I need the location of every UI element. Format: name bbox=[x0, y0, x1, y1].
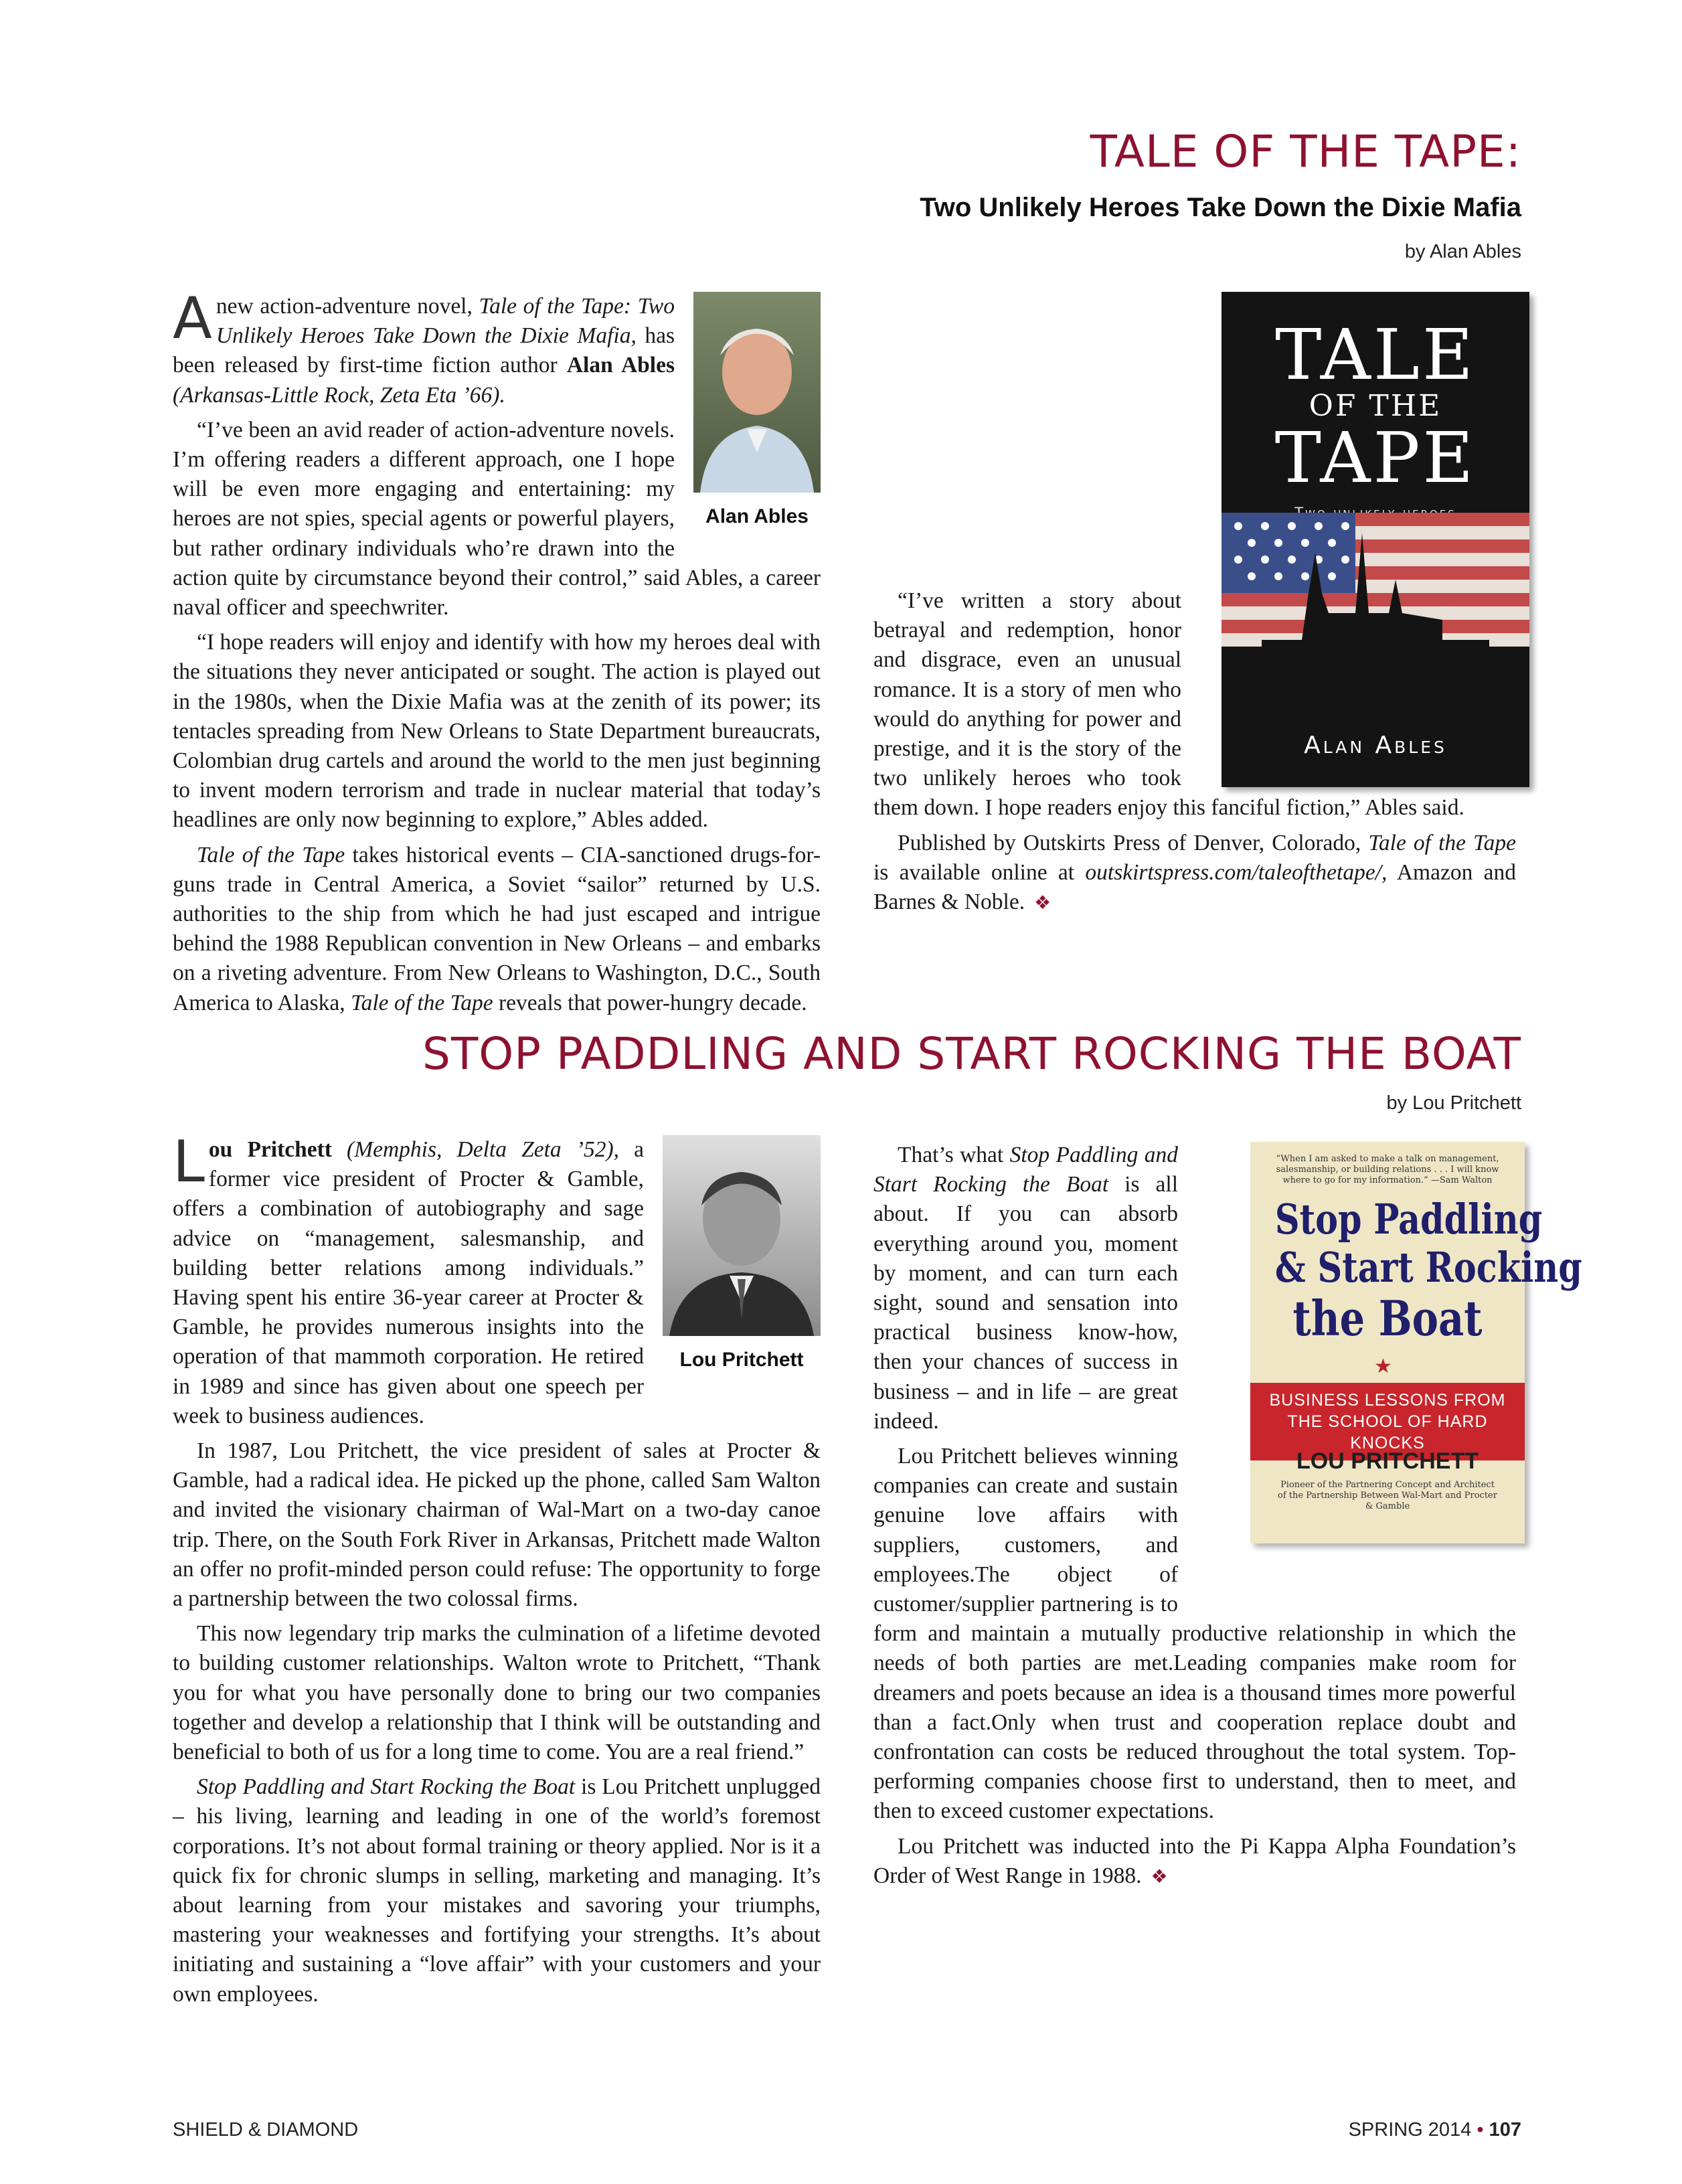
cover-title: TALE OF THE TAPE bbox=[1274, 314, 1477, 499]
cover-title: Stop Paddling & Start Rocking the Boat bbox=[1274, 1195, 1582, 1347]
cover-quote: “When I am asked to make a talk on management, salesmanship, or building relations . . . I will know where to go for my information.” —Sam Walton bbox=[1276, 1154, 1499, 1185]
article1-byline: by Alan Ables bbox=[1404, 241, 1521, 262]
article2-byline: by Lou Pritchett bbox=[1386, 1092, 1521, 1114]
article1-subtitle: Two Unlikely Heroes Take Down the Dixie Mafia bbox=[920, 193, 1521, 222]
lou-pritchett-photo bbox=[663, 1135, 821, 1336]
article2-right-column bbox=[873, 1135, 1582, 1892]
book-title: Tale of the Tape bbox=[1368, 830, 1517, 855]
paragraph: Tale of the Tape takes historical events – CIA-sanctioned drugs-for-guns trade in Central America, a Soviet “sailor” returned by U.S. authorities to the ship from which he had just escaped and intrigue behind the 1988 Republican convention in New Orleans – and embarks on a riveting adventure. From New Orleans to Washington, D.C., South America to Alaska, Tale of the Tape reveals that power-hungry decade. bbox=[173, 842, 821, 1015]
cover-banner: BUSINESS LESSONS FROM THE SCHOOL OF HARD KNOCKS bbox=[1250, 1383, 1525, 1460]
cover-author: Alan Ables bbox=[1304, 731, 1447, 759]
paragraph: “I’ve written a story about betrayal and redemption, honor and disgrace, even an unusual romance. It is a story of men who would do anything for power and prestige, and it is the story of the two unlikely heroes who took them down. I hope readers enjoy this fanciful fiction,” Ables said. bbox=[873, 588, 1464, 821]
cover-author: LOU PRITCHETT bbox=[1296, 1448, 1479, 1474]
paragraph: “I hope readers will enjoy and identify with how my heroes deal with the situations they never anticipated or sought. The action is played out in the 1980s, when the Dixie Mafia was at the zenith of its power; its tentacles spreading from New Orleans to State Department bureaucrats, Colombian drug cartels and around the world to the men just beginning to invent modern terrorism and trade in nuclear material that today’s headlines are only now beginning to explore,” Ables added. bbox=[173, 630, 821, 833]
book-title: Tale of the Tape: Two Unlikely Heroes Take Down the Dixie Mafia, bbox=[216, 294, 675, 349]
paragraph: “I’ve been an avid reader of action-adventure novels. I’m offering readers a different approach, one I hope will be even more engaging and entertaining: my heroes are not spies, special agents or powerful players, but rather ordinary individuals who’re drawn into the action quite by circumstance beyond their control,” said Ables, a career naval officer and speechwriter. bbox=[173, 417, 821, 620]
paragraph: Published by Outskirts Press of Denver, Colorado, Tale of the Tape is available online at outskirtspress.com/taleofthetape/, Amazon and Barnes & Noble. ❖ bbox=[873, 830, 1517, 915]
author-name: Alan Ables bbox=[566, 353, 675, 378]
cover-author-note: Pioneer of the Partnering Concept and Architect of the Partnership Between Wal-Mart and Procter & Gamble bbox=[1278, 1480, 1497, 1511]
paragraph: Stop Paddling and Start Rocking the Boat is Lou Pritchett unplugged – his living, learning and leading in one of the world’s foremost corporations. It’s not about formal training or theory applied. Nor is it a quick fix for chronic slumps in selling, marketing and managing. It’s about learning from your mistakes and savoring your triumphs, mastering your weaknesses and fortifying your strengths. It’s about initiating and sustaining a “love affair” with your customers and your own employees. bbox=[173, 1774, 821, 2007]
paragraph: That’s what Stop Paddling and Start Rocking the Boat is all about. If you can absorb everything around you, moment by moment, and can turn each sight, sound and sensation into practical business know-how, then your chances of success in business – and in life – are great indeed. bbox=[873, 1143, 1179, 1434]
article1-title: TALE OF THE TAPE: bbox=[1090, 126, 1521, 177]
article2-title: STOP PADDLING AND START ROCKING THE BOAT bbox=[422, 1028, 1521, 1080]
book-title: Tale of the Tape bbox=[197, 842, 345, 867]
drop-cap: L bbox=[173, 1128, 205, 1195]
article2-left-column bbox=[173, 1128, 821, 2007]
drop-cap: A bbox=[173, 285, 212, 352]
star-icon: ★ bbox=[1374, 1355, 1392, 1377]
footer-publication: SHIELD & DIAMOND bbox=[173, 2119, 359, 2140]
book-title: Tale of the Tape bbox=[351, 990, 493, 1015]
paragraph: Lou Pritchett (Memphis, Delta Zeta ’52), a former vice president of Procter & Gamble, offers a combination of autobiography and sage advice on “management, salesmanship, and building better relations among individuals.” Having spent his entire 36-year career at Procter & Gamble, he provides numerous insights into the operation of that mammoth corporation. He retired in 1989 and since has given about one speech per week to business audiences. bbox=[173, 1128, 645, 1428]
paragraph: In 1987, Lou Pritchett, the vice president of sales at Procter & Gamble, had a radical idea. He picked up the phone, called Sam Walton and invited the visionary chairman of Wal-Mart on a two-day canoe trip. There, on the South Fork River in Arkansas, Pritchett made Walton an offer no profit-minded person could refuse: The opportunity to forge a partnership between the two colossal firms. bbox=[173, 1438, 821, 1612]
author-photo-block bbox=[693, 292, 821, 531]
photo-caption: Alan Ables bbox=[705, 505, 809, 527]
paragraph: Lou Pritchett believes winning companies can create and sustain genuine love affairs with suppliers, customers, and employees.The object of customer/supplier partnering is to form and maintain a mutually productive relationship in which the needs of both parties are met.Leading companies make room for dreamers and poets because an idea is a thousand times more powerful than a fact.Only when trust and cooperation replace doubt and confrontation can costs be reduced throughout the total system. Top-performing companies choose first to understand, then to meet, and then to exceed customer expectations. bbox=[873, 1444, 1516, 1824]
end-mark-icon: ❖ bbox=[1034, 893, 1052, 914]
book-title: Stop Paddling and Start Rocking the Boat bbox=[873, 1143, 1178, 1197]
issue-date: SPRING 2014 bbox=[1348, 2119, 1472, 2140]
paragraph: Lou Pritchett was inducted into the Pi Kappa Alpha Foundation’s Order of West Range in 1988. ❖ bbox=[873, 1833, 1516, 1888]
portrait-illustration bbox=[693, 292, 821, 493]
author-name: ou Pritchett bbox=[208, 1137, 332, 1162]
alan-ables-photo bbox=[693, 292, 821, 493]
article1-right-column-flow bbox=[873, 586, 1516, 918]
separator-bullet: • bbox=[1477, 2119, 1484, 2140]
footer-issue bbox=[1349, 2119, 1521, 2141]
portrait-illustration bbox=[663, 1135, 821, 1336]
book-title: Stop Paddling and Start Rocking the Boat bbox=[197, 1774, 576, 1800]
author-photo-block bbox=[663, 1135, 821, 1375]
paragraph: Anew action-adventure novel, Tale of the Tape: Two Unlikely Heroes Take Down the Dixie Mafia, has been released by first-time fiction author Alan Ables (Arkansas-Little Rock, Zeta Eta ’66). bbox=[173, 285, 675, 408]
article1-left-column bbox=[173, 285, 821, 1015]
page-number: 107 bbox=[1489, 2119, 1521, 2140]
end-mark-icon: ❖ bbox=[1151, 1866, 1168, 1887]
paragraph: This now legendary trip marks the culmination of a lifetime devoted to building customer relationships. Walton wrote to Pritchett, “Thank you for what you have personally done to bring our two companies together and develop a relationship that I think will be outstanding and beneficial to both of us for a long time to come. You are a real friend.” bbox=[173, 1621, 821, 1765]
photo-caption: Lou Pritchett bbox=[679, 1349, 804, 1371]
website-url: outskirtspress.com/taleofthetape/, bbox=[1085, 859, 1387, 885]
